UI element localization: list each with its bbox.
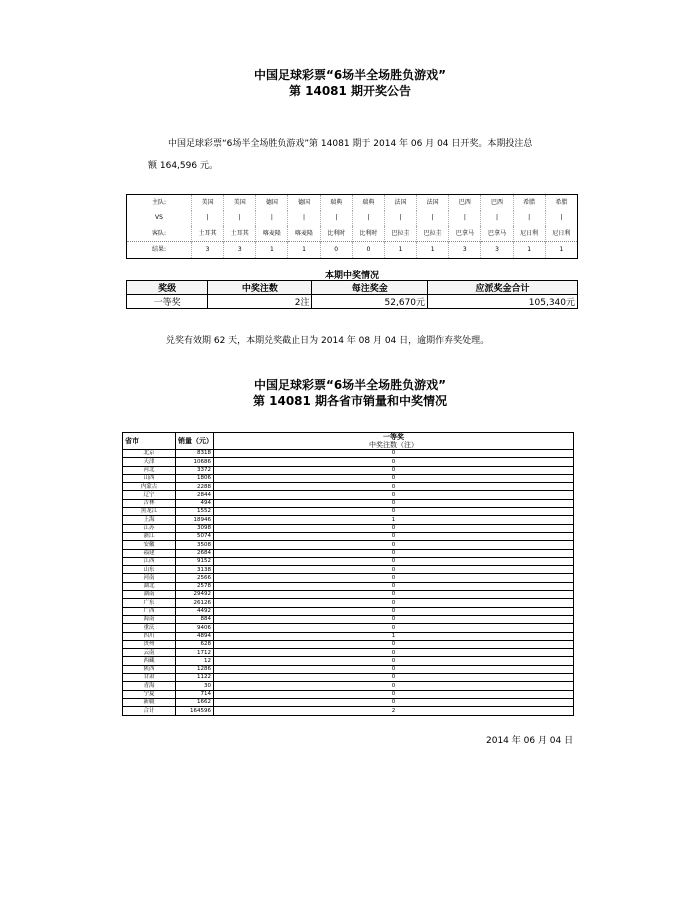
province-sales: 30 (176, 682, 214, 690)
province-sales: 1806 (176, 474, 214, 482)
province-winners: 0 (214, 499, 574, 507)
province-sales: 26126 (176, 599, 214, 607)
province-winners: 0 (214, 649, 574, 657)
province-row (123, 450, 574, 458)
away-team-cell: 喀麦隆 (288, 226, 320, 242)
home-team-cell: 德国 (256, 195, 288, 211)
vs-mark-cell: | (545, 211, 577, 226)
province-winners: 0 (214, 491, 574, 499)
prize-row (127, 295, 578, 309)
intro-line1: 中国足球彩票“6场半全场胜负游戏”第 14081 期于 2014 年 06 月 04 日开奖。本期投注总 (168, 139, 533, 149)
province-name: 天津 (123, 458, 176, 466)
province-row (123, 707, 574, 715)
away-team-cell: 巴拿马 (481, 226, 513, 242)
home-team-cell: 法国 (417, 195, 449, 211)
province-name: 云南 (123, 649, 176, 657)
province-sales: 5074 (176, 532, 214, 540)
away-team-cell: 比利时 (352, 226, 384, 242)
province-sales: 1552 (176, 508, 214, 516)
result-cell: 1 (513, 242, 545, 259)
province-winners: 0 (214, 674, 574, 682)
match-row-label: 结果: (127, 242, 192, 259)
province-name: 贵州 (123, 640, 176, 648)
province-sales: 8318 (176, 450, 214, 458)
away-team-cell: 巴拉圭 (417, 226, 449, 242)
province-name: 新疆 (123, 698, 176, 706)
vs-mark-cell: | (256, 211, 288, 226)
province-winners: 0 (214, 657, 574, 665)
province-sales: 164596 (176, 707, 214, 715)
vs-mark-cell: | (384, 211, 416, 226)
intro-line2: 额 164,596 元。 (148, 161, 218, 171)
away-team-cell: 尼日利 (513, 226, 545, 242)
province-sales: 3508 (176, 541, 214, 549)
province-winners: 1 (214, 516, 574, 524)
province-winners: 0 (214, 557, 574, 565)
province-name: 北京 (123, 450, 176, 458)
result-cell: 1 (288, 242, 320, 259)
province-winners: 0 (214, 690, 574, 698)
province-winners: 0 (214, 450, 574, 458)
province-name: 陕西 (123, 665, 176, 673)
home-team-cell: 瑞典 (352, 195, 384, 211)
province-winners: 0 (214, 607, 574, 615)
province-winners: 0 (214, 532, 574, 540)
prize-table (126, 280, 578, 309)
province-name: 山东 (123, 566, 176, 574)
province-sales: 9152 (176, 557, 214, 565)
prize-level: 一等奖 (127, 295, 208, 309)
province-winners: 0 (214, 458, 574, 466)
away-team-cell: 喀麦隆 (256, 226, 288, 242)
prize-per-bet: 52,670元 (312, 295, 428, 309)
province-name: 福建 (123, 549, 176, 557)
province-winners: 0 (214, 483, 574, 491)
province-sales: 714 (176, 690, 214, 698)
province-sales: 2288 (176, 483, 214, 491)
province-name: 山西 (123, 474, 176, 482)
result-cell: 1 (384, 242, 416, 259)
match-row-vs-mark (127, 211, 578, 226)
province-row (123, 458, 574, 466)
province-sales: 4492 (176, 607, 214, 615)
province-sales: 12 (176, 657, 214, 665)
province-row (123, 665, 574, 673)
province-sales: 2844 (176, 491, 214, 499)
col-first-subheader: 中奖注数（注） (214, 441, 574, 450)
province-winners: 0 (214, 566, 574, 574)
vs-mark-cell: | (320, 211, 352, 226)
prize-total: 105,340元 (428, 295, 578, 309)
prize-header: 中奖注数 (208, 281, 312, 295)
province-sales: 1662 (176, 698, 214, 706)
announcement-intro (148, 133, 588, 177)
province-row (123, 541, 574, 549)
province-row (123, 649, 574, 657)
province-row (123, 549, 574, 557)
province-winners: 0 (214, 591, 574, 599)
province-sales: 18946 (176, 516, 214, 524)
provincial-table (122, 432, 574, 716)
province-winners: 0 (214, 615, 574, 623)
province-row (123, 466, 574, 474)
match-row-label: 客队: (151, 229, 167, 237)
vs-mark-cell: | (352, 211, 384, 226)
provincial-title-line1: 中国足球彩票“6场半全场胜负游戏” (253, 378, 447, 392)
province-sales: 494 (176, 499, 214, 507)
match-row-away-team (127, 226, 578, 242)
col-province-header: 省市 (123, 433, 176, 450)
province-row (123, 532, 574, 540)
province-row (123, 574, 574, 582)
province-name: 湖南 (123, 591, 176, 599)
result-cell: 1 (256, 242, 288, 259)
province-row (123, 624, 574, 632)
province-sales: 884 (176, 615, 214, 623)
province-name: 合计 (123, 707, 176, 715)
match-table (126, 194, 578, 259)
province-sales: 1712 (176, 649, 214, 657)
province-sales: 3138 (176, 566, 214, 574)
home-team-cell: 瑞典 (320, 195, 352, 211)
col-first-header: 一等奖 (214, 433, 574, 442)
match-row-label: 主队: (151, 198, 167, 206)
home-team-cell: 法国 (384, 195, 416, 211)
province-winners: 0 (214, 549, 574, 557)
province-name: 海南 (123, 615, 176, 623)
province-sales: 10686 (176, 458, 214, 466)
province-name: 河北 (123, 466, 176, 474)
prize-count: 2注 (208, 295, 312, 309)
prize-header: 每注奖金 (312, 281, 428, 295)
result-cell: 3 (224, 242, 256, 259)
province-row (123, 607, 574, 615)
province-sales: 9406 (176, 624, 214, 632)
province-row (123, 690, 574, 698)
province-row (123, 674, 574, 682)
province-winners: 0 (214, 698, 574, 706)
col-sales-header: 销量（元） (176, 433, 214, 450)
province-row (123, 491, 574, 499)
province-name: 湖北 (123, 582, 176, 590)
province-winners: 0 (214, 574, 574, 582)
province-winners: 0 (214, 524, 574, 532)
away-team-cell: 比利时 (320, 226, 352, 242)
province-name: 辽宁 (123, 491, 176, 499)
province-sales: 1286 (176, 665, 214, 673)
province-winners: 0 (214, 624, 574, 632)
province-name: 上海 (123, 516, 176, 524)
province-name: 吉林 (123, 499, 176, 507)
province-winners: 0 (214, 582, 574, 590)
away-team-cell: 土耳其 (192, 226, 224, 242)
province-name: 重庆 (123, 624, 176, 632)
province-name: 甘肃 (123, 674, 176, 682)
away-team-cell: 巴拉圭 (384, 226, 416, 242)
match-row-result (127, 242, 578, 259)
away-team-cell: 土耳其 (224, 226, 256, 242)
result-cell: 0 (352, 242, 384, 259)
province-row (123, 483, 574, 491)
province-name: 广西 (123, 607, 176, 615)
prize-caption: 本期中奖情况 (324, 271, 379, 281)
province-winners: 0 (214, 665, 574, 673)
province-name: 西藏 (123, 657, 176, 665)
province-row (123, 615, 574, 623)
province-name: 江西 (123, 557, 176, 565)
home-team-cell: 希腊 (545, 195, 577, 211)
vs-mark-cell: | (481, 211, 513, 226)
report-date: 2014 年 06 月 04 日 (486, 736, 574, 746)
province-sales: 3372 (176, 466, 214, 474)
province-row (123, 516, 574, 524)
province-row (123, 640, 574, 648)
province-name: 内蒙古 (123, 483, 176, 491)
home-team-cell: 巴西 (481, 195, 513, 211)
province-sales: 3098 (176, 524, 214, 532)
result-cell: 0 (320, 242, 352, 259)
province-row (123, 591, 574, 599)
province-sales: 2566 (176, 574, 214, 582)
prize-header: 应派奖金合计 (428, 281, 578, 295)
province-winners: 0 (214, 541, 574, 549)
vs-mark-cell: | (449, 211, 481, 226)
vs-mark-cell: | (513, 211, 545, 226)
province-row (123, 698, 574, 706)
away-team-cell: 巴拿马 (449, 226, 481, 242)
announcement-title-line1: 中国足球彩票“6场半全场胜负游戏” (253, 68, 447, 82)
province-row (123, 499, 574, 507)
prize-header: 奖级 (127, 281, 208, 295)
province-row (123, 657, 574, 665)
home-team-cell: 美国 (192, 195, 224, 211)
vs-mark-cell: | (288, 211, 320, 226)
home-team-cell: 美国 (224, 195, 256, 211)
match-row-home-team (127, 195, 578, 211)
result-cell: 3 (481, 242, 513, 259)
province-winners: 0 (214, 682, 574, 690)
province-row (123, 508, 574, 516)
vs-mark-cell: | (417, 211, 449, 226)
province-name: 江苏 (123, 524, 176, 532)
province-row (123, 682, 574, 690)
province-winners: 0 (214, 474, 574, 482)
province-winners: 1 (214, 632, 574, 640)
match-row-label: VS (155, 214, 163, 222)
province-sales: 29492 (176, 591, 214, 599)
province-row (123, 632, 574, 640)
province-row (123, 524, 574, 532)
province-name: 广东 (123, 599, 176, 607)
province-winners: 0 (214, 508, 574, 516)
province-name: 青海 (123, 682, 176, 690)
home-team-cell: 希腊 (513, 195, 545, 211)
result-cell: 3 (449, 242, 481, 259)
province-winners: 0 (214, 466, 574, 474)
province-name: 四川 (123, 632, 176, 640)
province-row (123, 474, 574, 482)
province-sales: 2578 (176, 582, 214, 590)
announcement-title-line2: 第 14081 期开奖公告 (288, 84, 412, 98)
province-winners: 0 (214, 640, 574, 648)
province-name: 浙江 (123, 532, 176, 540)
province-row (123, 599, 574, 607)
province-name: 黑龙江 (123, 508, 176, 516)
home-team-cell: 巴西 (449, 195, 481, 211)
province-row (123, 582, 574, 590)
result-cell: 1 (417, 242, 449, 259)
province-sales: 4894 (176, 632, 214, 640)
away-team-cell: 尼日利 (545, 226, 577, 242)
validity-notice: 兑奖有效期 62 天，本期兑奖截止日为 2014 年 08 月 04 日，逾期作弃奖处理。 (166, 336, 490, 346)
province-name: 宁夏 (123, 690, 176, 698)
province-winners: 0 (214, 599, 574, 607)
vs-mark-cell: | (224, 211, 256, 226)
province-name: 安徽 (123, 541, 176, 549)
province-sales: 2684 (176, 549, 214, 557)
province-winners: 2 (214, 707, 574, 715)
provincial-title-line2: 第 14081 期各省市销量和中奖情况 (252, 394, 448, 408)
result-cell: 1 (545, 242, 577, 259)
province-row (123, 557, 574, 565)
vs-mark-cell: | (192, 211, 224, 226)
province-sales: 1122 (176, 674, 214, 682)
result-cell: 3 (192, 242, 224, 259)
province-sales: 628 (176, 640, 214, 648)
province-row (123, 566, 574, 574)
province-name: 河南 (123, 574, 176, 582)
home-team-cell: 德国 (288, 195, 320, 211)
